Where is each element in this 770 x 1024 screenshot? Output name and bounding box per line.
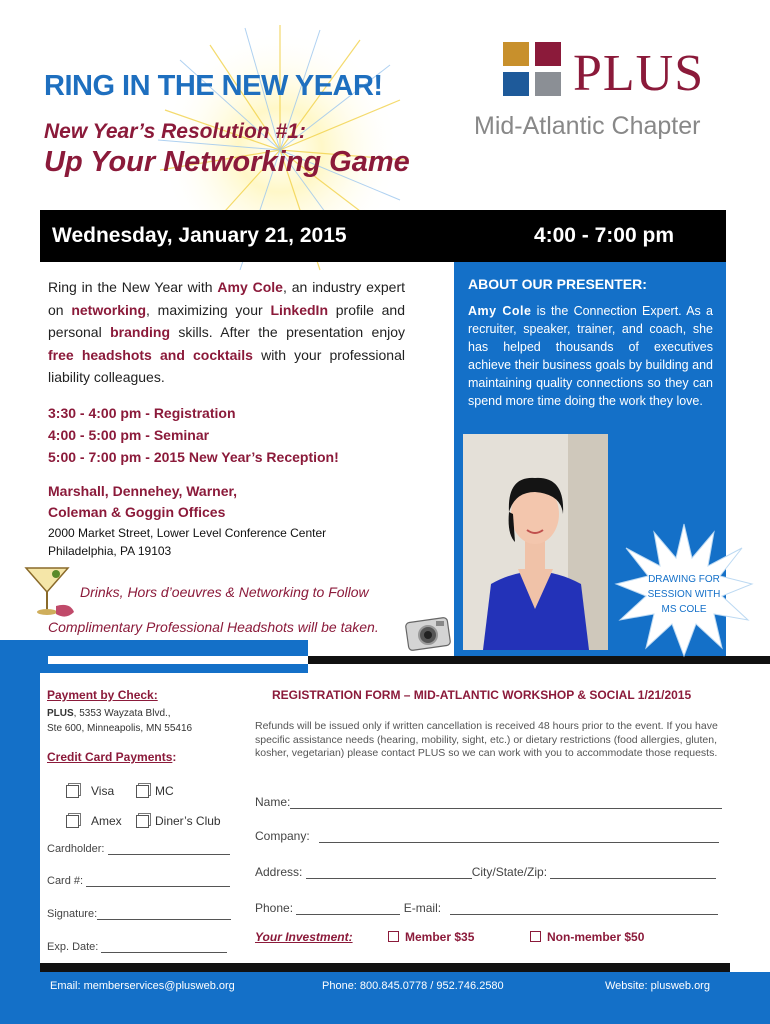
footer-phone: Phone: 800.845.0778 / 952.746.2580 (322, 980, 504, 992)
registration-heading: REGISTRATION FORM – MID-ATLANTIC WORKSHOP & SOCIAL 1/21/2015 (272, 688, 692, 702)
drawing-text: DRAWING FOR SESSION WITH MS COLE (647, 574, 721, 615)
footer-website[interactable]: Website: plusweb.org (605, 980, 710, 992)
cc-heading: Credit Card Payments: (47, 750, 177, 764)
card-mc[interactable]: MC (136, 784, 174, 798)
drawing-burst (614, 520, 754, 660)
divider-stripe (48, 656, 308, 664)
investment-label: Your Investment: (255, 930, 353, 944)
refund-policy: Refunds will be issued only if written cancellation is received 48 hours prior to the event. If you have specific assistance needs (hearing, mobility, sight, etc.) or dietary restrictions (food allergies, gluten, kosher, vegetarian) please contact PLUS so we can work with you to accommodate those requests. (255, 720, 718, 759)
checkbox[interactable] (66, 785, 79, 798)
checkbox[interactable] (66, 815, 79, 828)
card-amex[interactable]: Amex (66, 814, 122, 828)
cardholder-field[interactable]: Cardholder: (47, 842, 230, 855)
checkbox[interactable] (388, 931, 399, 942)
drinks-note: Drinks, Hors d’oeuvres & Networking to Follow (80, 584, 369, 600)
checkbox[interactable] (530, 931, 541, 942)
signature-field[interactable]: Signature: (47, 907, 231, 920)
check-address: PLUS, 5353 Wayzata Blvd., Ste 600, Minneapolis, MN 55416 (47, 708, 193, 734)
chapter-name: Mid-Atlantic Chapter (474, 112, 701, 140)
event-title: RING IN THE NEW YEAR! (44, 70, 383, 102)
schedule-item: 4:00 - 5:00 pm - Seminar (48, 427, 210, 443)
schedule-item: 5:00 - 7:00 pm - 2015 New Year’s Reception! (48, 449, 339, 465)
card-visa[interactable]: Visa (66, 784, 114, 798)
presenter-photo (463, 434, 608, 650)
address-field[interactable]: Address: City/State/Zip: (255, 865, 716, 879)
schedule (48, 402, 339, 468)
member-option[interactable]: Member $35 (388, 930, 474, 944)
intro-paragraph: Ring in the New Year with Amy Cole, an industry expert on networking, maximizing your LinkedIn profile and personal branding skills. After the presentation enjoy free headshots and cocktails with your professional liability colleagues. (48, 279, 406, 385)
nonmember-option[interactable]: Non-member $50 (530, 930, 644, 944)
checkbox[interactable] (136, 785, 149, 798)
resolution-subtitle: New Year’s Resolution #1: (44, 120, 306, 143)
phone-email-field[interactable]: Phone: E-mail: (255, 901, 718, 915)
checkbox[interactable] (136, 815, 149, 828)
plus-cross-icon (503, 42, 563, 98)
presenter-heading: ABOUT OUR PRESENTER: (468, 276, 647, 292)
company-field[interactable]: Company: (255, 829, 719, 843)
card-number-field[interactable]: Card #: (47, 874, 230, 887)
name-field[interactable]: Name: (255, 795, 722, 809)
check-payment-heading: Payment by Check: (47, 688, 158, 702)
logo-text: PLUS (573, 45, 705, 102)
event-time: 4:00 - 7:00 pm (533, 224, 674, 247)
card-diners[interactable]: Diner’s Club (136, 814, 221, 828)
form-divider (40, 963, 730, 972)
exp-date-field[interactable]: Exp. Date: (47, 940, 227, 953)
headline: Up Your Networking Game (44, 146, 410, 178)
plus-logo (503, 42, 723, 102)
venue-address: 2000 Market Street, Lower Level Conference Center Philadelphia, PA 19103 (48, 526, 327, 558)
schedule-item: 3:30 - 4:00 pm - Registration (48, 405, 236, 421)
footer-email[interactable]: Email: memberservices@plusweb.org (50, 980, 235, 992)
presenter-name-link: Amy Cole (217, 279, 283, 295)
martini-icon (22, 562, 80, 622)
event-date: Wednesday, January 21, 2015 (52, 224, 347, 247)
date-bar (40, 210, 726, 262)
presenter-bio (468, 302, 713, 410)
camera-icon (404, 612, 454, 652)
presenter-name: Amy Cole (468, 304, 532, 318)
presenter-bio-text: is the Connection Expert. As a recruiter, speaker, trainer, and coach, she has helped thousands of executives achieve their business goals by building and maintaining quality connections so they can spend more time doing the work they love. (468, 304, 714, 408)
venue-name: Marshall, Dennehey, Warner, Coleman & Goggin Offices (48, 483, 238, 520)
headshots-note: Complimentary Professional Headshots will be taken. (48, 619, 379, 635)
